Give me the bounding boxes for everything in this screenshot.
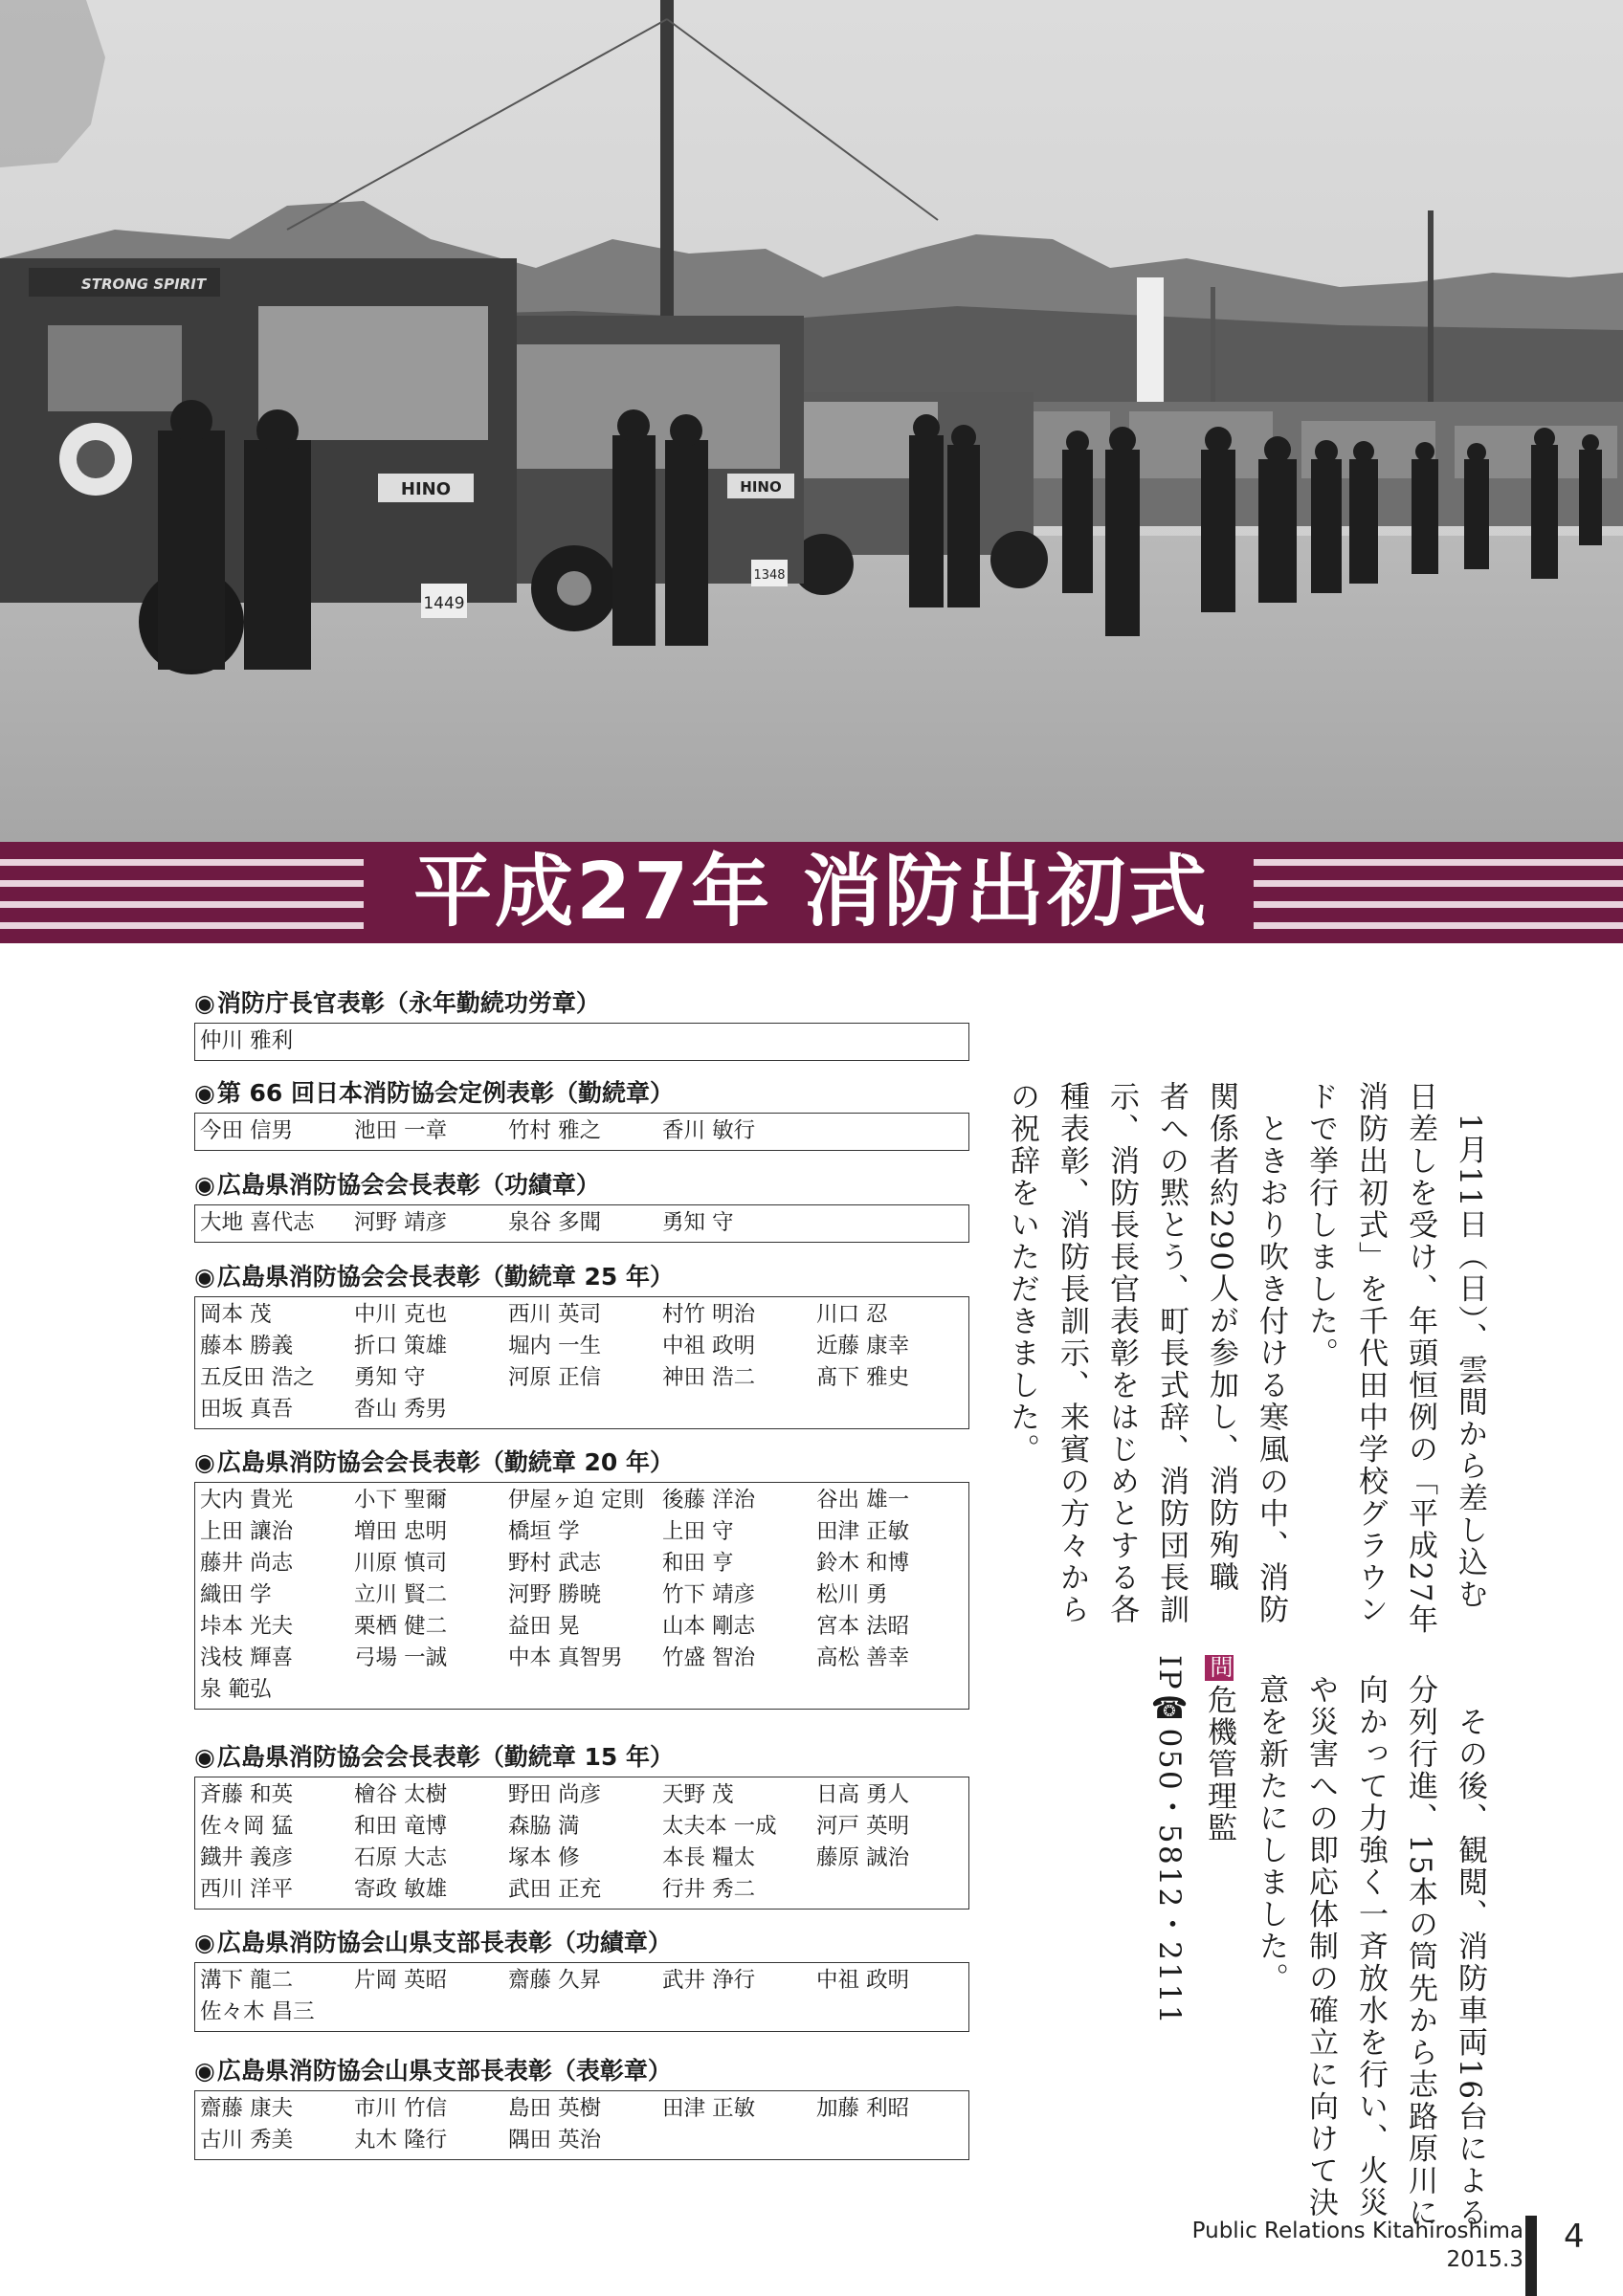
recipient-name: 西川 洋平 [200, 1877, 294, 1902]
recipient-name: 五反田 浩之 [200, 1365, 315, 1390]
recipient-name: 竹村 雅之 [508, 1118, 602, 1143]
recipient-name: 田坂 真吾 [200, 1397, 294, 1422]
article-line: 種表彰、消防長訓示、来賓の方々から [1055, 1081, 1089, 1626]
award-heading-text: 第 66 回日本消防協会定例表彰（勤続章） [216, 1079, 675, 1107]
recipient-name: 近藤 康幸 [816, 1334, 910, 1358]
recipient-name: 寄政 敏雄 [354, 1877, 448, 1902]
truck-slogan: STRONG SPIRIT [80, 276, 207, 293]
recipient-name: 森脇 満 [508, 1814, 580, 1839]
recipient-name: 沓山 秀男 [354, 1397, 448, 1422]
recipient-name: 小下 聖爾 [354, 1488, 448, 1512]
recipient-name: 浅枝 輝喜 [200, 1645, 294, 1670]
recipient-name: 大内 貴光 [200, 1488, 294, 1512]
recipient-name: 武田 正充 [508, 1877, 602, 1902]
recipient-name: 日高 勇人 [816, 1782, 910, 1807]
recipient-name: 池田 一章 [354, 1118, 448, 1143]
article-line: 分列行進、15本の筒先から志路原川に [1403, 1674, 1437, 2230]
recipient-name: 河野 勝暁 [508, 1582, 602, 1607]
bullet-icon: ◉ [194, 989, 215, 1017]
recipient-name: 立川 賢二 [354, 1582, 448, 1607]
article-line: その後、観閲、消防車両16台による [1453, 1674, 1487, 2230]
bullet-icon: ◉ [194, 1448, 215, 1476]
recipient-name: 堀内 一生 [508, 1334, 602, 1358]
recipient-name: 益田 晃 [508, 1614, 580, 1639]
recipient-name: 野田 尚彦 [508, 1782, 602, 1807]
bullet-icon: ◉ [194, 1079, 215, 1107]
fire-brigade-photo [0, 0, 1623, 842]
award-heading [194, 1741, 969, 1774]
recipient-name: 行井 秀二 [662, 1877, 756, 1902]
award-heading-text: 広島県消防協会山県支部長表彰（功績章） [216, 1929, 672, 1956]
recipient-name: 武井 浄行 [662, 1968, 756, 1993]
award-section [194, 1927, 969, 2032]
recipient-name: 大地 喜代志 [200, 1210, 315, 1235]
recipient-name: 竹盛 智治 [662, 1645, 756, 1670]
award-section [194, 2055, 969, 2160]
truck-plate-1: 1449 [423, 594, 465, 613]
publication-name: Public Relations Kitahiroshima [1191, 2219, 1523, 2243]
recipient-name: 齋藤 康夫 [200, 2096, 294, 2121]
award-section [194, 1261, 969, 1429]
recipient-name: 田津 正敏 [662, 2096, 756, 2121]
recipient-name: 溝下 龍二 [200, 1968, 294, 1993]
award-section [194, 1077, 969, 1151]
recipient-name: 竹下 靖彦 [662, 1582, 756, 1607]
footer-divider [1525, 2216, 1537, 2296]
award-recipients [200, 1965, 966, 2028]
article-line: ドで挙行しました。 [1303, 1081, 1338, 1370]
recipient-name: 中祖 政明 [816, 1968, 910, 1993]
recipient-name: 岡本 茂 [200, 1302, 272, 1327]
recipient-name: 藤本 勝義 [200, 1334, 294, 1358]
award-recipients [200, 2093, 966, 2156]
award-heading [194, 1169, 969, 1202]
award-section [194, 987, 969, 1061]
recipient-name: 増田 忠明 [354, 1519, 448, 1544]
recipient-name: 今田 信男 [200, 1118, 294, 1143]
recipient-name: 藤井 尚志 [200, 1551, 294, 1576]
publication-date: 2015.3 [1446, 2247, 1523, 2272]
recipient-name: 丸木 隆行 [354, 2128, 448, 2152]
recipient-name: 本長 糧太 [662, 1845, 756, 1870]
recipient-name: 古川 秀美 [200, 2128, 294, 2152]
recipient-name: 中本 真智男 [508, 1645, 623, 1670]
article-line: 消防出初式」を千代田中学校グラウン [1353, 1081, 1388, 1626]
recipient-name: 斉藤 和英 [200, 1782, 294, 1807]
award-heading-text: 消防庁長官表彰（永年勤続功労章） [216, 989, 600, 1017]
recipient-name: 川原 慎司 [354, 1551, 448, 1576]
recipient-name: 織田 学 [200, 1582, 272, 1607]
recipient-name: 松川 勇 [816, 1582, 888, 1607]
article-line: 向かって力強く一斉放水を行い、火災 [1353, 1674, 1388, 2219]
article-line: 関係者約290人が参加し、消防殉職 [1204, 1081, 1238, 1594]
recipient-name: 佐々岡 猛 [200, 1814, 294, 1839]
recipient-name: 河原 正信 [508, 1365, 602, 1390]
recipient-name: 高松 善幸 [816, 1645, 910, 1670]
award-heading [194, 987, 969, 1020]
recipient-name: 髙下 雅史 [816, 1365, 910, 1390]
recipient-name: 齋藤 久昇 [508, 1968, 602, 1993]
recipient-name: 伊屋ヶ迫 定則 [508, 1488, 645, 1512]
truck-plate-2: 1348 [753, 568, 786, 583]
recipient-name: 泉 範弘 [200, 1677, 272, 1702]
page-title: 平成27年 消防出初式 [413, 847, 1210, 938]
recipient-name: 片岡 英昭 [354, 1968, 448, 1993]
award-heading [194, 1927, 969, 1959]
recipient-name: 中祖 政明 [662, 1334, 756, 1358]
bullet-icon: ◉ [194, 1929, 215, 1956]
award-recipients-box [194, 1023, 969, 1061]
recipient-name: 谷出 雄一 [816, 1488, 910, 1512]
article-line: 者への黙とう、町長式辞、消防団長訓 [1154, 1081, 1189, 1626]
recipient-name: 鈴木 和博 [816, 1551, 910, 1576]
recipient-name: 檜谷 太樹 [354, 1782, 448, 1807]
article-line: や災害への即応体制の確立に向けて決 [1303, 1674, 1338, 2219]
recipient-name: 弓場 一誠 [354, 1645, 448, 1670]
award-recipients-box [194, 2090, 969, 2160]
page-number: 4 [1564, 2218, 1585, 2256]
article-line: 意を新たにしました。 [1254, 1674, 1288, 1995]
recipient-name: 河戸 英明 [816, 1814, 910, 1839]
truck-brand-label-1: HINO [400, 479, 452, 499]
recipient-name: 中川 克也 [354, 1302, 448, 1327]
article-body [986, 1081, 1502, 2230]
article-line: ときおり吹き付ける寒風の中、消防 [1254, 1081, 1288, 1626]
award-heading [194, 2055, 969, 2087]
recipient-name: 上田 讓治 [200, 1519, 294, 1544]
bullet-icon: ◉ [194, 1743, 215, 1771]
contact-dept-label: 危機管理監 [1202, 1684, 1236, 1844]
recipient-name: 勇知 守 [354, 1365, 426, 1390]
recipient-name: 島田 英樹 [508, 2096, 602, 2121]
recipient-name: 河野 靖彦 [354, 1210, 448, 1235]
recipient-name: 和田 竜博 [354, 1814, 448, 1839]
article-line: 1月11日（日）、雲間から差し込む [1453, 1081, 1487, 1611]
recipient-name: 田津 正敏 [816, 1519, 910, 1544]
recipient-name: 泉谷 多聞 [508, 1210, 602, 1235]
award-recipients [200, 1299, 966, 1425]
award-heading [194, 1446, 969, 1479]
award-recipients [200, 1779, 966, 1906]
inquiry-icon: 問 [1206, 1655, 1233, 1681]
recipient-name: 川口 忍 [816, 1302, 888, 1327]
award-section [194, 1741, 969, 1910]
award-recipients [200, 1026, 966, 1057]
award-heading [194, 1261, 969, 1293]
recipient-name: 村竹 明治 [662, 1302, 756, 1327]
bullet-icon: ◉ [194, 1171, 215, 1199]
recipient-name: 塚本 修 [508, 1845, 580, 1870]
truck-brand-label-2: HINO [740, 478, 782, 496]
article-line: 日差しを受け、年頭恒例の「平成27年 [1403, 1081, 1437, 1637]
recipient-name: 鐡井 義彦 [200, 1845, 294, 1870]
award-heading-text: 広島県消防協会会長表彰（勤続章 20 年） [216, 1448, 675, 1476]
award-recipients [200, 1207, 966, 1239]
award-heading-text: 広島県消防協会会長表彰（勤続章 25 年） [216, 1263, 675, 1291]
award-recipients-box [194, 1296, 969, 1429]
award-recipients [200, 1115, 966, 1147]
recipient-name: 折口 策雄 [354, 1334, 448, 1358]
recipient-name: 市川 竹信 [354, 2096, 448, 2121]
award-recipients-box [194, 1777, 969, 1910]
award-recipients-box [194, 1962, 969, 2032]
contact-department [1194, 1655, 1244, 1844]
award-heading-text: 広島県消防協会会長表彰（勤続章 15 年） [216, 1743, 675, 1771]
recipient-name: 和田 亨 [662, 1551, 734, 1576]
recipient-name: 西川 英司 [508, 1302, 602, 1327]
recipient-name: 勇知 守 [662, 1210, 734, 1235]
recipient-name: 栗栖 健二 [354, 1614, 448, 1639]
bullet-icon: ◉ [194, 2057, 215, 2085]
article-line: の祝辞をいただきました。 [1005, 1081, 1039, 1466]
award-heading-text: 広島県消防協会山県支部長表彰（表彰章） [216, 2057, 672, 2085]
recipient-name: 香川 敏行 [662, 1118, 756, 1143]
recipient-name: 太夫本 一成 [662, 1814, 777, 1839]
title-band [0, 842, 1623, 943]
recipient-name: 石原 大志 [354, 1845, 448, 1870]
award-recipients-box [194, 1482, 969, 1710]
footer-publication [1192, 2217, 1523, 2274]
recipient-name: 宮本 法昭 [816, 1614, 910, 1639]
award-recipients [200, 1485, 966, 1706]
award-heading-text: 広島県消防協会会長表彰（功績章） [216, 1171, 600, 1199]
recipient-name: 佐々木 昌三 [200, 1999, 315, 2024]
award-recipients-box [194, 1204, 969, 1243]
recipient-name: 加藤 利昭 [816, 2096, 910, 2121]
recipient-name: 山本 剛志 [662, 1614, 756, 1639]
recipient-name: 神田 浩二 [662, 1365, 756, 1390]
contact-phone: IP☎050・5812・2111 [1152, 1655, 1187, 2027]
award-section [194, 1446, 969, 1710]
recipient-name: 上田 守 [662, 1519, 734, 1544]
award-heading [194, 1077, 969, 1110]
award-recipients-box [194, 1113, 969, 1151]
recipient-name: 隅田 英治 [508, 2128, 602, 2152]
recipient-name: 天野 茂 [662, 1782, 734, 1807]
recipient-name: 橋垣 学 [508, 1519, 580, 1544]
bullet-icon: ◉ [194, 1263, 215, 1291]
recipient-name: 野村 武志 [508, 1551, 602, 1576]
recipient-name: 藤原 誠治 [816, 1845, 910, 1870]
recipient-name: 後藤 洋治 [662, 1488, 756, 1512]
article-line: 示、消防長長官表彰をはじめとする各 [1104, 1081, 1139, 1626]
header-photo [0, 0, 1623, 842]
award-section [194, 1169, 969, 1243]
recipient-name: 仲川 雅利 [200, 1028, 294, 1053]
recipient-name: 垰本 光夫 [200, 1614, 294, 1639]
